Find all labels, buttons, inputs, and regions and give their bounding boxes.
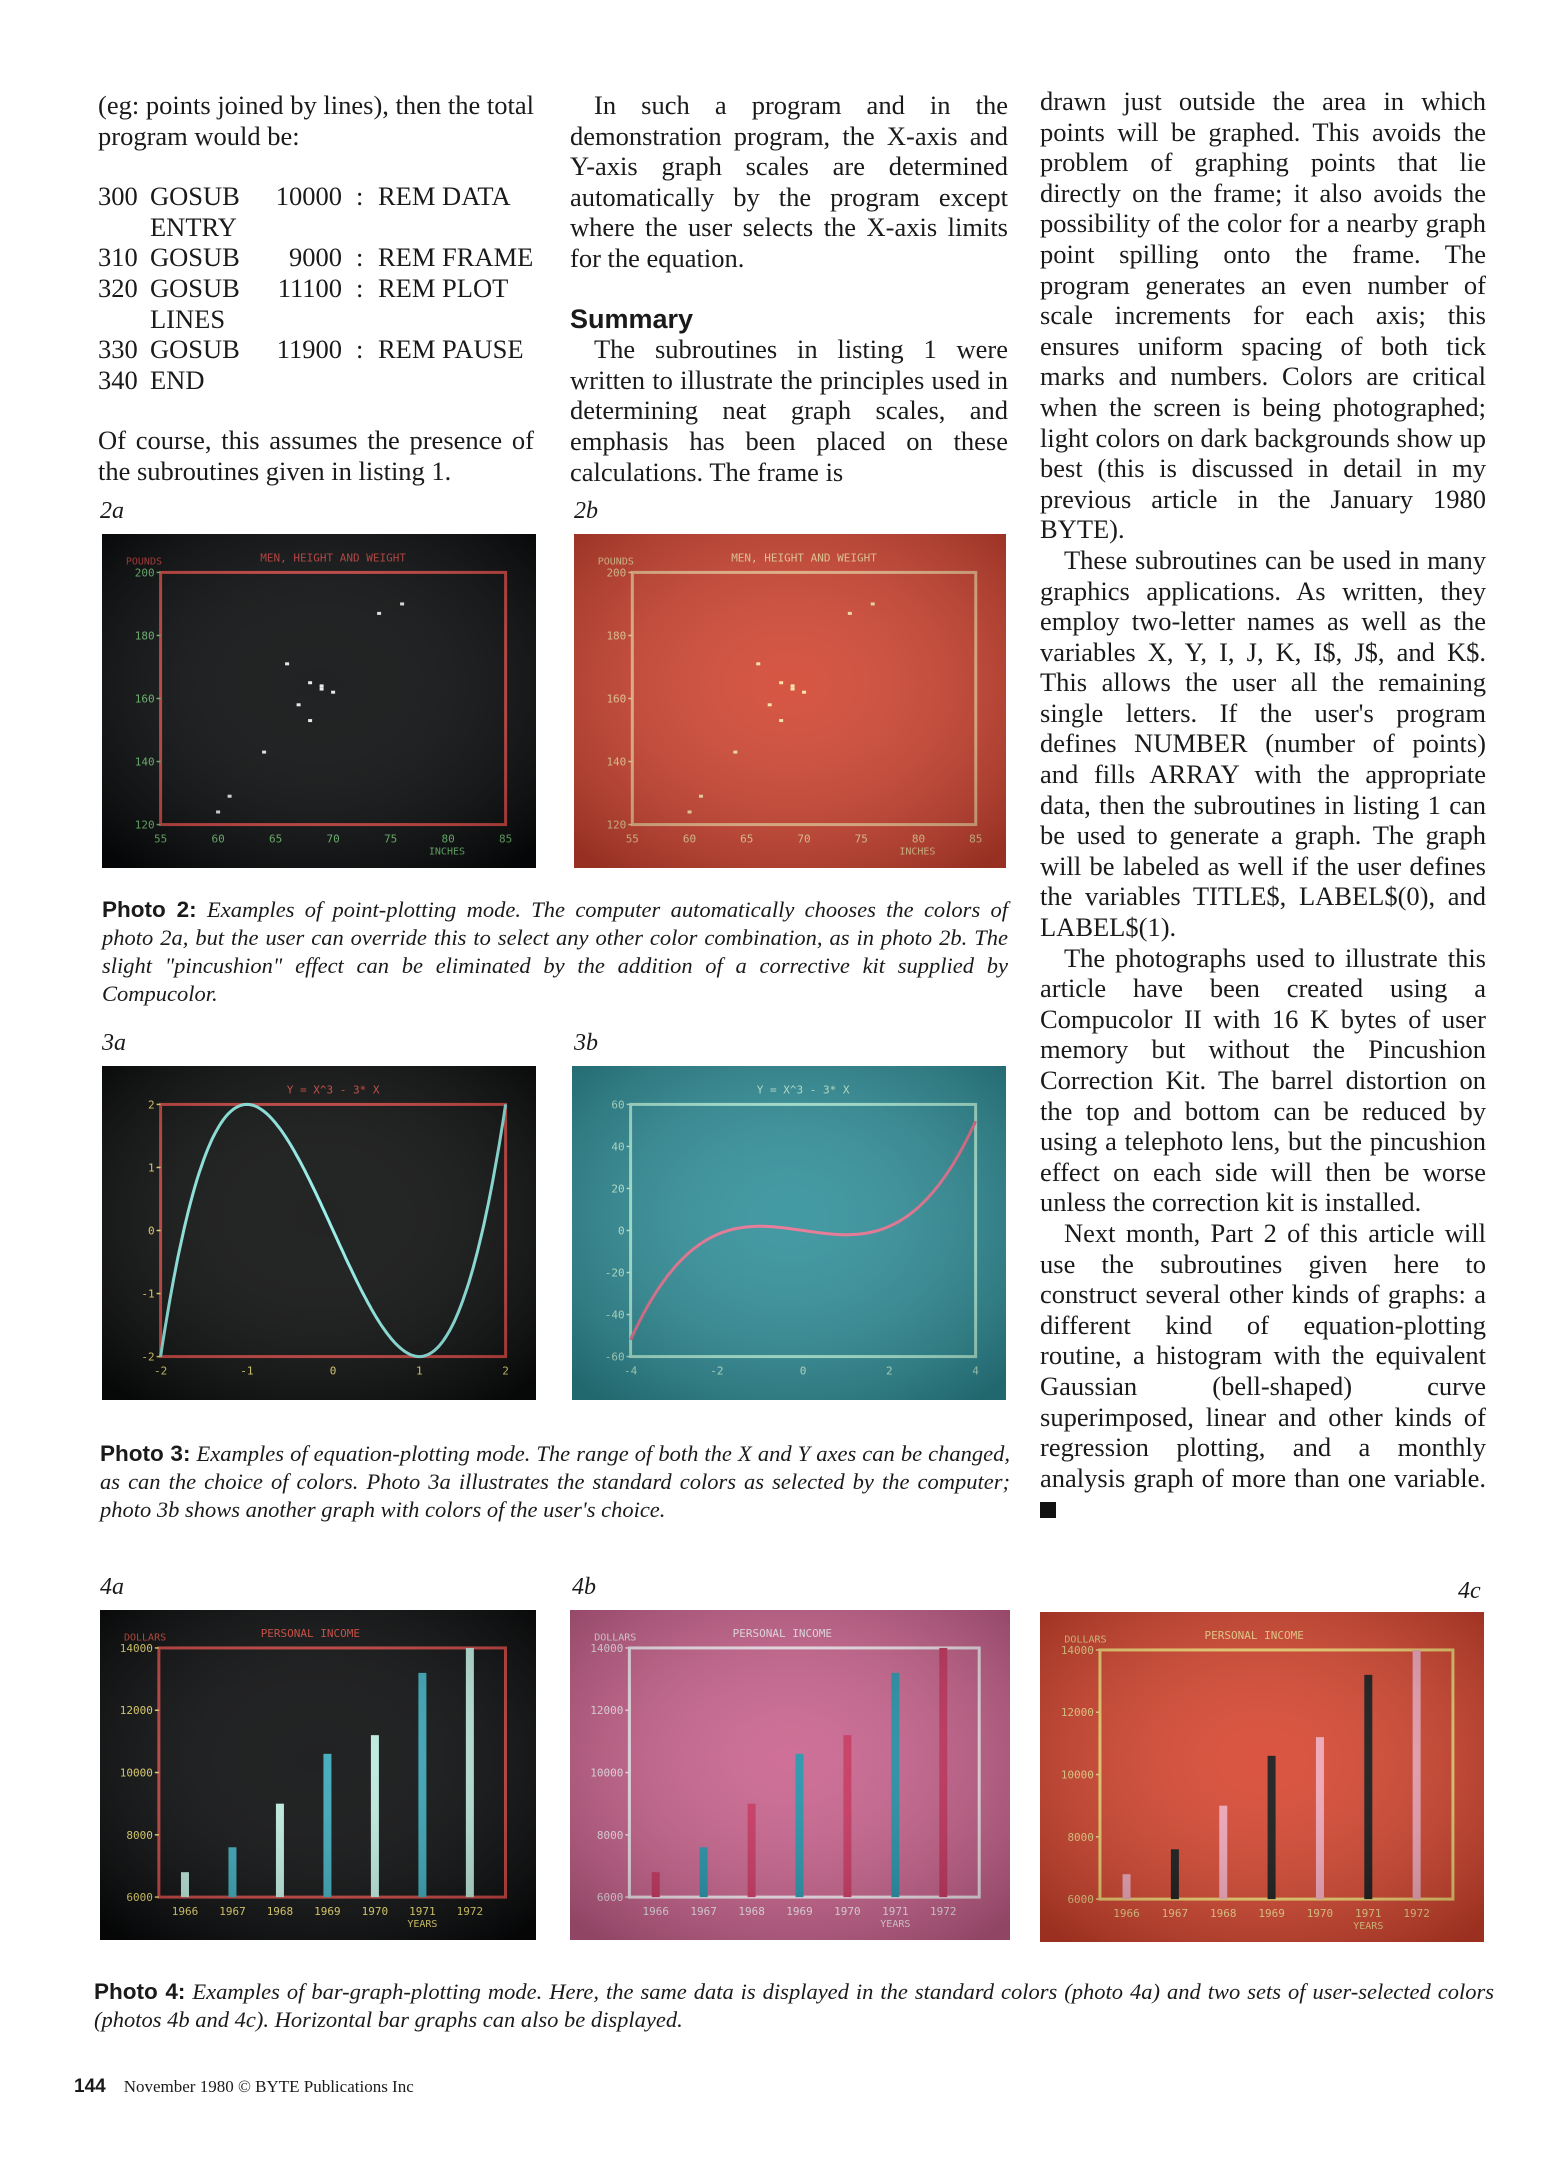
code-command: GOSUB — [150, 334, 240, 365]
column-1 — [98, 90, 534, 487]
photo-3a — [102, 1066, 536, 1400]
page-number: 144 — [74, 2076, 106, 2097]
code-line-number: 340 — [98, 364, 138, 395]
crt-vignette — [574, 534, 1006, 868]
code-remark-continuation: LINES — [150, 303, 226, 334]
code-command: GOSUB — [150, 181, 240, 212]
crt-vignette — [1040, 1612, 1484, 1942]
code-line-number: 320 — [98, 272, 138, 303]
col3-paragraph-4 — [1040, 1218, 1486, 1524]
code-row-340 — [98, 365, 534, 396]
photo-4-caption — [94, 1978, 1494, 2034]
photo-label-3b: 3b — [574, 1030, 598, 1056]
caption-text: Examples of bar-graph-plotting mode. Here, the same data is displayed in the standard colors (photo 4a) and two sets of user-selected colors (photos 4b and 4c). Horizontal bar graphs can also be displayed. — [94, 1979, 1494, 2032]
code-row-300 — [98, 181, 534, 242]
footer-publication: November 1980 © BYTE Publications Inc — [123, 2077, 414, 2096]
photo-2a — [102, 534, 536, 868]
crt-vignette — [570, 1610, 1010, 1940]
photo-4a — [100, 1610, 536, 1940]
col3-paragraph-4-text: Next month, Part 2 of this article will use the subroutines given here to construct several other kinds of graphs: a different kind of equation-plotting routine, a histogram with the equivalent Gaussian (bell-shaped) curve superimposed, linear and other kinds of regression plotting, and a monthly analysis graph of more than one variable. — [1040, 1217, 1486, 1493]
crt-vignette — [572, 1066, 1006, 1400]
crt-vignette — [102, 1066, 536, 1400]
code-argument: 10000 — [275, 181, 342, 212]
col1-intro: (eg: points joined by lines), then the total program would be: — [98, 90, 534, 151]
code-remark-continuation: ENTRY — [150, 211, 237, 242]
code-colon: : — [356, 242, 364, 273]
photo-screen — [1040, 1612, 1484, 1942]
code-remark: REM DATA — [378, 181, 511, 212]
code-remark: REM PLOT — [378, 272, 509, 303]
photo-label-4c: 4c — [1458, 1578, 1481, 1604]
code-colon: : — [356, 272, 364, 303]
photo-screen — [574, 534, 1006, 868]
summary-heading: Summary — [570, 303, 694, 334]
photo-screen — [100, 1610, 536, 1940]
code-remark: REM PAUSE — [378, 334, 524, 365]
photo-4c — [1040, 1612, 1484, 1942]
code-command: GOSUB — [150, 272, 240, 303]
code-line-number: 310 — [98, 242, 138, 273]
crt-vignette — [102, 534, 536, 868]
code-command: GOSUB — [150, 242, 240, 273]
column-3 — [1040, 86, 1486, 1524]
photo-screen — [102, 534, 536, 868]
col3-paragraph-2: These subroutines can be used in many graphics applications. As written, they employ two-letter names as well as the variables X, Y, I, J, K, I$, J$, and K$. This allows the user all the remaining single letters. If the user's program defines NUMBER (number of points) and fills ARRAY with the appropriate data, then the subroutines in listing 1 can be used to generate a graph. The graph will be labeled as well if the user defines the variables TITLE$, LABEL$(0), and LABEL$(1). — [1040, 544, 1486, 943]
code-argument: 11900 — [276, 334, 342, 365]
col3-paragraph-3: The photographs used to illustrate this article have been created using a Compucolor II with 16 K bytes of user memory but without the Pincushion Correction Kit. The barrel distortion on the top and bottom can be reduced by using a telephoto lens, but the pincushion effect on each side will then be worse unless the correction kit is installed. — [1040, 942, 1486, 1218]
code-line-number: 330 — [98, 334, 138, 365]
code-remark: REM FRAME — [378, 242, 534, 273]
photo-label-2b: 2b — [574, 498, 598, 524]
photo-2-caption — [102, 896, 1008, 1008]
photo-label-3a: 3a — [102, 1030, 126, 1056]
code-colon: : — [356, 334, 364, 365]
column-2 — [570, 90, 1008, 487]
code-argument: 9000 — [289, 242, 342, 273]
col1-outro: Of course, this assumes the presence of the subroutines given in listing 1. — [98, 425, 534, 486]
caption-label: Photo 3: — [100, 1441, 191, 1466]
code-listing — [98, 181, 534, 395]
caption-label: Photo 2: — [102, 897, 197, 922]
code-argument: 11100 — [277, 272, 342, 303]
photo-3-caption — [100, 1440, 1010, 1524]
photo-4b — [570, 1610, 1010, 1940]
col2-paragraph-1: In such a program and in the demonstration program, the X-axis and Y-axis graph scales are determined automatically by the program except where the user selects the X-axis limits for the equation. — [570, 90, 1008, 273]
photo-label-4b: 4b — [572, 1574, 596, 1600]
page-footer — [74, 2076, 414, 2098]
photo-screen — [572, 1066, 1006, 1400]
code-row-330 — [98, 334, 534, 365]
photo-screen — [102, 1066, 536, 1400]
photo-label-2a: 2a — [100, 498, 124, 524]
photo-label-4a: 4a — [100, 1574, 124, 1600]
code-line-number: 300 — [98, 181, 138, 212]
photo-screen — [570, 1610, 1010, 1940]
caption-text: Examples of point-plotting mode. The computer automatically chooses the colors of photo 2a, but the user can override this to select any other color combination, as in photo 2b. The slight "pincushion" effect can be eliminated by the addition of a corrective kit supplied by Compucolor. — [102, 897, 1008, 1006]
col3-paragraph-1: drawn just outside the area in which points will be graphed. This avoids the problem of graphing points that lie directly on the frame; it also avoids the possibility of the color for a nearby graph point spilling onto the frame. The program generates an even number of scale increments for each axis; this ensures uniform spacing of both tick marks and numbers. Colors are critical when the screen is being photographed; light colors on dark backgrounds show up best (this is discussed in detail in my previous article in the January 1980 BYTE). — [1040, 86, 1486, 545]
code-command: END — [150, 364, 205, 395]
caption-label: Photo 4: — [94, 1979, 186, 2004]
crt-vignette — [100, 1610, 536, 1940]
code-colon: : — [356, 181, 364, 212]
photo-3b — [572, 1066, 1006, 1400]
end-of-article-square-icon — [1040, 1502, 1056, 1518]
photo-2b — [574, 534, 1006, 868]
caption-text: Examples of equation-plotting mode. The range of both the X and Y axes can be changed, as can the choice of colors. Photo 3a illustrates the standard colors as selected by the computer; photo 3b shows another graph with colors of the user's choice. — [100, 1441, 1010, 1522]
code-row-310 — [98, 242, 534, 273]
col2-paragraph-2: The subroutines in listing 1 were written to illustrate the principles used in determining neat graph scales, and emphasis has been placed on these calculations. The frame is — [570, 334, 1008, 487]
code-row-320 — [98, 273, 534, 334]
